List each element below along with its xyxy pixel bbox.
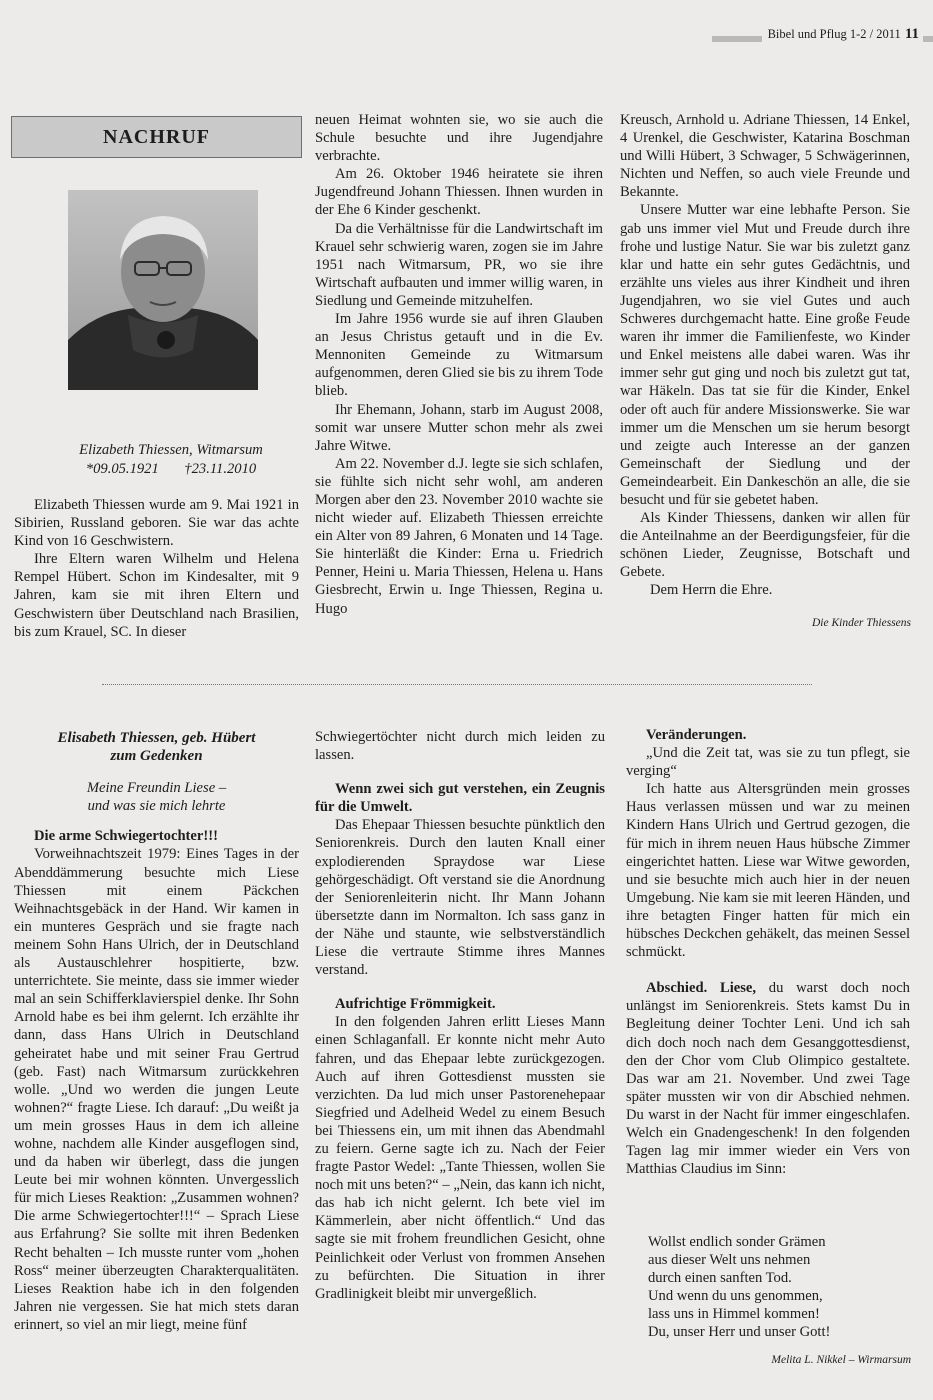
paragraph: Schwiegertöchter nicht durch mich leiden zu lassen.	[315, 729, 605, 764]
page-number: 11	[904, 26, 919, 42]
memorial-subtitle-2: und was sie mich lehrte	[87, 798, 226, 815]
quote: „Und die Zeit tat, was sie zu tun pflegt, sie verging“	[626, 745, 910, 780]
paragraph: Dem Herrn die Ehre.	[650, 582, 773, 599]
memorial-column-2	[315, 728, 605, 1303]
paragraph: Als Kinder Thiessens, danken wir allen für die Anteilnahme an der Beerdigungsfeier, für die schönen Lieder, Zeugnisse, Botschaft und Gebete.	[620, 510, 910, 581]
memorial-title-2: zum Gedenken	[110, 748, 203, 765]
memorial-column-1	[14, 729, 299, 1334]
paragraph: Vorweihnachtszeit 1979: Eines Tages in der Abenddämmerung besuchte mich Liese Thiessen mit einem Päckchen Weihnachtsgebäck in der Hand. Wir kamen in ein munteres Gespräch und sie fragte nach meinem Sohn Hans Ulrich, der in Deutschland als Austauschlehrer hospitierte, bzw. unterrichtete. Sie meinte, dass sie immer wieder mal an sein Schifferklavierspiel denke. Ihr Sohn Arnold habe es bei ihm gelernt. Ich erzählte ihr dann, dass Hans Ulrich in Deutschland geheiratet habe und mit seiner Frau Gertrud (geb. Fast) nach Witmarsum zurückkehren wolle. „Und wo werden die jungen Leute wohnen?“ fragte Liese. Ich darauf: „Du weißt ja um mein grosses Haus in dem ich alleine wohne, nachdem alle Kinder ausgeflogen sind, und da haben wir überlegt, dass die jungen Leute bei mir wohnen könnten. Unvergesslich für mich Lieses Reaktion: „Zusammen wohnen? Die arme Schwiegertochter!!!“ – Sprach Liese aus Erfahrung? Sie sollte mit ihren Bedenken Recht behalten – Ich musste runter vom „hohen Ross“ meiner überzeugten Charakterqualitäten. Lieses Reaktion habe ich in den folgenden Jahren nie vergessen. Sie hat mich stets daran erinnert, so viel an mir liegt, meine fünf	[14, 846, 299, 1333]
memorial-column-3	[626, 726, 910, 1178]
running-header	[712, 24, 933, 50]
paragraph: Das Ehepaar Thiessen besuchte pünktlich den Seniorenkreis. Durch den lauten Knall einer explodierenden Spraydose war Liese gehörgeschädigt. Oft verstand sie die Anordnung der Seniorenleiterin nicht. Ihr Mann Johann übersetzte dann im Normalton. Ich sass ganz in der Nähe und staunte, wie selbstverständlich Liese die vertraute Stimme ihres Mannes verstand.	[315, 817, 605, 979]
poem-line: aus dieser Welt uns nehmen	[648, 1252, 811, 1269]
paragraph: Kreusch, Arnhold u. Adriane Thiessen, 14 Enkel, 4 Urenkel, die Geschwister, Katarina Boschman und Willi Hübert, 3 Schwager, 5 Schwägerinnen, Nichten und Neffen, so auch viele Freunde und Bekannte.	[620, 112, 910, 201]
obituary-column-3	[620, 111, 910, 600]
poem-line: Und wenn du uns genommen,	[648, 1288, 823, 1305]
paragraph: Da die Verhältnisse für die Landwirtschaft im Krauel sehr schwierig waren, zogen sie im Jahre 1951 nach Witmarsum, PR, wo sie ihre Wirtschaft aufbauten und immer willig waren, in Siedlung und Gemeinde mitzuhelfen.	[315, 220, 603, 309]
paragraph-text: du warst doch noch unlängst im Seniorenkreis. Stets kamst Du in Begleitung deiner Tochter Leni. Und ich sah dich doch noch nach dem Gesanggottesdienst, den der Chor vom Club Olimpico gestaltete. Das war am 21. November. Und zwei Tage später mussten wir von dir Abschied nehmen. Du warst in der Nacht für immer eingeschlafen. Welch ein Gnadengeschenk! In den folgenden Tagen lag mir immer wieder ein Vers von Matthias Claudius im Sinn:	[626, 980, 910, 1178]
paragraph: Ihre Eltern waren Wilhelm und Helena Rempel Hübert. Schon im Kindesalter, mit 9 Jahren, kam sie mit ihren Eltern und Geschwistern über Deutschland nach Brasilien, bis zum Krauel, SC. In dieser	[14, 551, 299, 640]
memorial-signature: Melita L. Nikkel – Wirmarsum	[771, 1354, 911, 1366]
paragraph: Am 22. November d.J. legte sie sich schlafen, sie fühlte sich nicht sehr wohl, am anderen Morgen aber den 23. November 2010 wachte sie nicht wieder auf. Elizabeth Thiessen erreichte ein Alter von 89 Jahren, 6 Monaten und 14 Tage. Sie hinterläßt die Kinder: Erna u. Friedrich Penner, Heini u. Maria Thiessen, Helena u. Hans Giesbrecht, Erwin u. Inge Thiessen, Regina u. Hugo	[315, 455, 603, 617]
paragraph: Elizabeth Thiessen wurde am 9. Mai 1921 in Sibirien, Russland geboren. Sie war das achte Kind von 16 Geschwistern.	[14, 497, 299, 550]
poem-line: lass uns in Himmel kommen!	[648, 1306, 820, 1323]
section-heading: Wenn zwei sich gut verstehen, ein Zeugnis für die Umwelt.	[315, 781, 605, 816]
paragraph: Unsere Mutter war eine lebhafte Person. Sie gab uns immer viel Mut und Freude durch ihre frohe und lustige Natur. Sie war bis zuletzt ganz klar und hatte ein sehr gutes Gedächtnis, und erzählte uns vieles aus ihrer Kindheit und ihren Jugendjahren, wo sie viel Gutes und auch Schweres durchgemacht hatte. Eine große Feude waren ihr immer die Familienfeste, wo Kinder und Enkel meistens alle dabei waren. Was ihr immer sehr gut ging und noch bis zuletzt gut tat, war Häkeln. Das tat sie für die Kinder, Enkel oder oft auch für andere Missionswerke. Sie war immer um die Menschen um sie herum besorgt und zeigte auch Interesse an der ganzen Gemeinschaft der Siedlung und der Gemeindearbeit. Ein Dankeschön an alle, die sie besucht und für sie gebetet haben.	[620, 202, 910, 508]
poem-line: durch einen sanften Tod.	[648, 1270, 792, 1287]
memorial-subtitle: Meine Freundin Liese –	[86, 780, 227, 797]
section-heading: Veränderungen.	[646, 727, 747, 743]
memorial-title: Elisabeth Thiessen, geb. Hübert	[57, 730, 256, 746]
paragraph: Im Jahre 1956 wurde sie auf ihren Glauben an Jesus Christus getauft und in die Ev. Mennoniten Gemeinde zu Witmarsum aufgenommen, deren Glied sie bis zu ihrem Tode blieb.	[315, 311, 603, 400]
portrait-caption	[40, 441, 302, 479]
paragraph	[626, 979, 910, 1178]
paragraph: Am 26. Oktober 1946 heiratete sie ihren Jugendfreund Johann Thiessen. Ihnen wurden in der Ehe 6 Kinder geschenkt.	[315, 166, 603, 219]
section-heading: Aufrichtige Frömmigkeit.	[335, 996, 496, 1013]
portrait-illustration	[68, 190, 258, 390]
section-divider	[102, 684, 812, 685]
caption-name: Elizabeth Thiessen, Witmarsum	[79, 442, 263, 458]
paragraph: In den folgenden Jahren erlitt Lieses Mann einen Schlaganfall. Er konnte nicht mehr Auto fahren, und das Ehepaar lebte zurückgezogen. Auch auf ihren Gottesdienst mussten sie verzichten. Da lud mich unser Pastorenehepaar Siegfried und Adelheid Wedel zu einem Besuch bei Thiessens ein, um mit ihnen das Abendmahl zu feiern. Gerne sagte ich zu. Nach der Feier fragte Pastor Wedel: „Tante Thiessen, wollen Sie noch mit uns beten?“ – „Nein, das kann ich nicht, das hab ich nicht gelernt. Ich bete viel im Kämmerlein, aber nicht öffentlich.“ Und das sagte sie mit frohem freundlichen Gesicht, ohne Peinlichkeit oder Verlust von frommen Ansehen zu befürchten. Die Situation in ihrer Gradlinigkeit bleibt mir unvergeßlich.	[315, 1014, 605, 1302]
obituary-signature: Die Kinder Thiessens	[811, 617, 911, 629]
section-heading: Abschied. Liese,	[646, 980, 757, 997]
poem-line: Du, unser Herr und unser Gott!	[648, 1324, 831, 1341]
obituary-column-2	[315, 111, 603, 618]
paragraph: Ihr Ehemann, Johann, starb im August 2008, somit war unsere Mutter schon mehr als zwei Jahre Witwe.	[315, 401, 603, 454]
obituary-banner: NACHRUF	[11, 116, 302, 158]
section-heading: Die arme Schwiegertochter!!!	[34, 828, 218, 845]
paragraph: neuen Heimat wohnten sie, wo sie auch die Schule besuchte und ihre Jugendjahre verbrachte.	[315, 112, 603, 165]
header-title: Bibel und Pflug 1-2 / 2011	[767, 27, 901, 41]
caption-dates: *09.05.1921 †23.11.2010	[85, 461, 257, 477]
poem-line: Wollst endlich sonder Grämen	[648, 1234, 826, 1250]
paragraph: Ich hatte aus Altersgründen mein grosses Haus verlassen müssen und war zu meinen Kindern Hans Ulrich und Gertrud gezogen, die für mich in ihrem neuen Haus hübsche Zimmer eingerichtet hatten. Liese war Witwe geworden, und sie besuchte mich auch hier in der neuen Umgebung. Nie kam sie mit leeren Händen, und ihre betagten Finger hatten für mich ein hübsches Deckchen gehäkelt, das meinen Sessel schmückt.	[626, 781, 910, 961]
portrait-photo	[68, 190, 258, 390]
obituary-column-1	[14, 496, 299, 641]
poem	[648, 1233, 916, 1342]
